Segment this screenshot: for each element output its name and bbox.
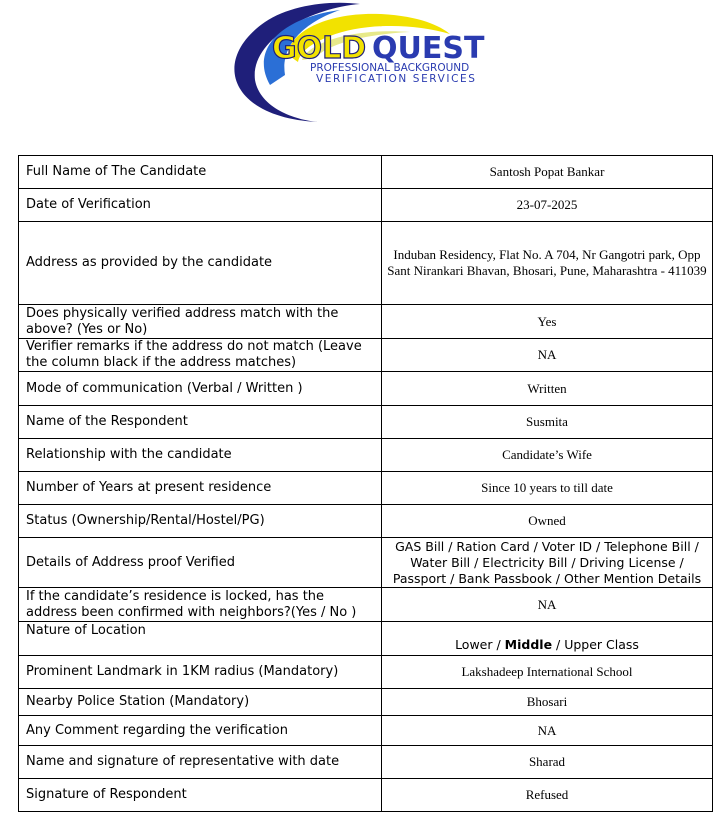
table-row bbox=[19, 339, 713, 372]
value-selected: Middle bbox=[504, 637, 553, 652]
field-value: Sharad bbox=[382, 746, 713, 779]
field-value: Written bbox=[382, 372, 713, 406]
field-label: Nature of Location bbox=[19, 622, 382, 656]
field-label: Any Comment regarding the verification bbox=[19, 716, 382, 746]
value-suffix: / Upper Class bbox=[552, 637, 639, 652]
field-label: Nearby Police Station (Mandatory) bbox=[19, 689, 382, 716]
field-label: Full Name of The Candidate bbox=[19, 156, 382, 189]
table-row bbox=[19, 716, 713, 746]
field-value: Lakshadeep International School bbox=[382, 656, 713, 689]
field-label: Name of the Respondent bbox=[19, 406, 382, 439]
field-label: Relationship with the candidate bbox=[19, 439, 382, 472]
field-label: Does physically verified address match with the above? (Yes or No) bbox=[19, 305, 382, 339]
table-row bbox=[19, 656, 713, 689]
field-value: Susmita bbox=[382, 406, 713, 439]
logo-quest-text: QUEST bbox=[372, 31, 485, 66]
field-value: 23-07-2025 bbox=[382, 189, 713, 222]
table-row bbox=[19, 406, 713, 439]
table-row bbox=[19, 305, 713, 339]
logo-gold-text: GOLD bbox=[272, 31, 367, 66]
table-row bbox=[19, 746, 713, 779]
table-row bbox=[19, 472, 713, 505]
verification-table bbox=[18, 155, 713, 812]
field-value: NA bbox=[382, 339, 713, 372]
logo-tagline-1: PROFESSIONAL BACKGROUND bbox=[310, 62, 470, 74]
field-label: Address as provided by the candidate bbox=[19, 222, 382, 305]
field-value: NA bbox=[382, 716, 713, 746]
field-label: Mode of communication (Verbal / Written ) bbox=[19, 372, 382, 406]
field-label: Status (Ownership/Rental/Hostel/PG) bbox=[19, 505, 382, 538]
field-label: If the candidate’s residence is locked, has the address been confirmed with neighbors?(Yes / No ) bbox=[19, 588, 382, 622]
field-label: Date of Verification bbox=[19, 189, 382, 222]
field-label: Prominent Landmark in 1KM radius (Mandatory) bbox=[19, 656, 382, 689]
table-row bbox=[19, 689, 713, 716]
table-row bbox=[19, 779, 713, 812]
field-value: GAS Bill / Ration Card / Voter ID / Telephone Bill / Water Bill / Electricity Bill / Driving License / Passport / Bank Passbook / Other Mention Details bbox=[382, 538, 713, 588]
field-value bbox=[382, 622, 713, 656]
table-row bbox=[19, 588, 713, 622]
table-row bbox=[19, 538, 713, 588]
field-value: Santosh Popat Bankar bbox=[382, 156, 713, 189]
field-label: Details of Address proof Verified bbox=[19, 538, 382, 588]
field-value: Refused bbox=[382, 779, 713, 812]
field-value: Since 10 years to till date bbox=[382, 472, 713, 505]
field-value: NA bbox=[382, 588, 713, 622]
table-row bbox=[19, 156, 713, 189]
table-row bbox=[19, 505, 713, 538]
field-value: Owned bbox=[382, 505, 713, 538]
field-value: Bhosari bbox=[382, 689, 713, 716]
field-label: Number of Years at present residence bbox=[19, 472, 382, 505]
field-value: Induban Residency, Flat No. A 704, Nr Gangotri park, Opp Sant Nirankari Bhavan, Bhosari, Pune, Maharashtra - 411039 bbox=[382, 222, 713, 305]
table-row bbox=[19, 622, 713, 656]
field-label: Signature of Respondent bbox=[19, 779, 382, 812]
table-row bbox=[19, 372, 713, 406]
table-row bbox=[19, 222, 713, 305]
field-label: Name and signature of representative with date bbox=[19, 746, 382, 779]
value-prefix: Lower / bbox=[455, 637, 505, 652]
table-row bbox=[19, 439, 713, 472]
field-label: Verifier remarks if the address do not match (Leave the column black if the address matches) bbox=[19, 339, 382, 372]
table-row bbox=[19, 189, 713, 222]
field-value: Candidate’s Wife bbox=[382, 439, 713, 472]
goldquest-logo bbox=[210, 0, 520, 125]
logo-tagline-2: VERIFICATION SERVICES bbox=[316, 73, 477, 85]
field-value: Yes bbox=[382, 305, 713, 339]
